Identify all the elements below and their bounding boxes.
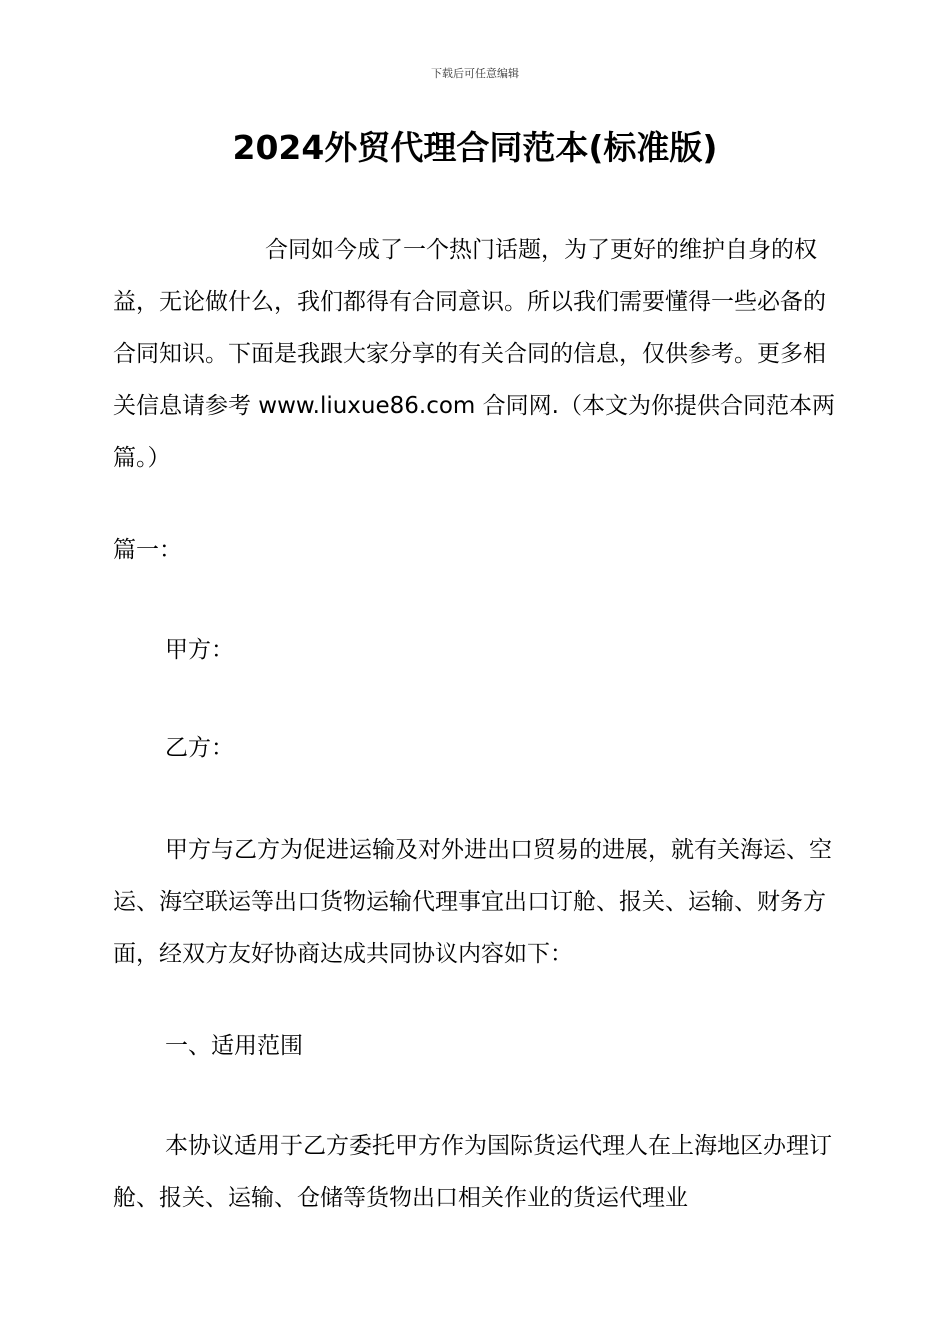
- section-label: 篇一：: [113, 537, 182, 563]
- header-note: 下载后可任意编辑: [431, 67, 519, 80]
- clause-body: 本协议适用于乙方委托甲方作为国际货运代理人在上海地区办理订舱、报关、运输、仓储等货物出口相关作业的货运代理业: [113, 1133, 832, 1211]
- intro-paragraph: 合同如今成了一个热门话题，为了更好的维护自身的权益，无论做什么，我们都得有合同意识。所以我们需要懂得一些必备的合同知识。下面是我跟大家分享的有关合同的信息，仅供参考。更多相关信息请参考 www.liuxue86.com 合同网.（本文为你提供合同范本两篇。）: [113, 237, 835, 471]
- party-b-label: 乙方：: [165, 735, 234, 761]
- party-a-label: 甲方：: [165, 637, 234, 663]
- document-title: 2024外贸代理合同范本(标准版): [232, 128, 718, 167]
- clause-title: 一、适用范围: [165, 1033, 303, 1059]
- agreement-paragraph: 甲方与乙方为促进运输及对外进出口贸易的进展，就有关海运、空运、海空联运等出口货物运输代理事宜出口订舱、报关、运输、财务方面，经双方友好协商达成共同协议内容如下：: [113, 837, 832, 967]
